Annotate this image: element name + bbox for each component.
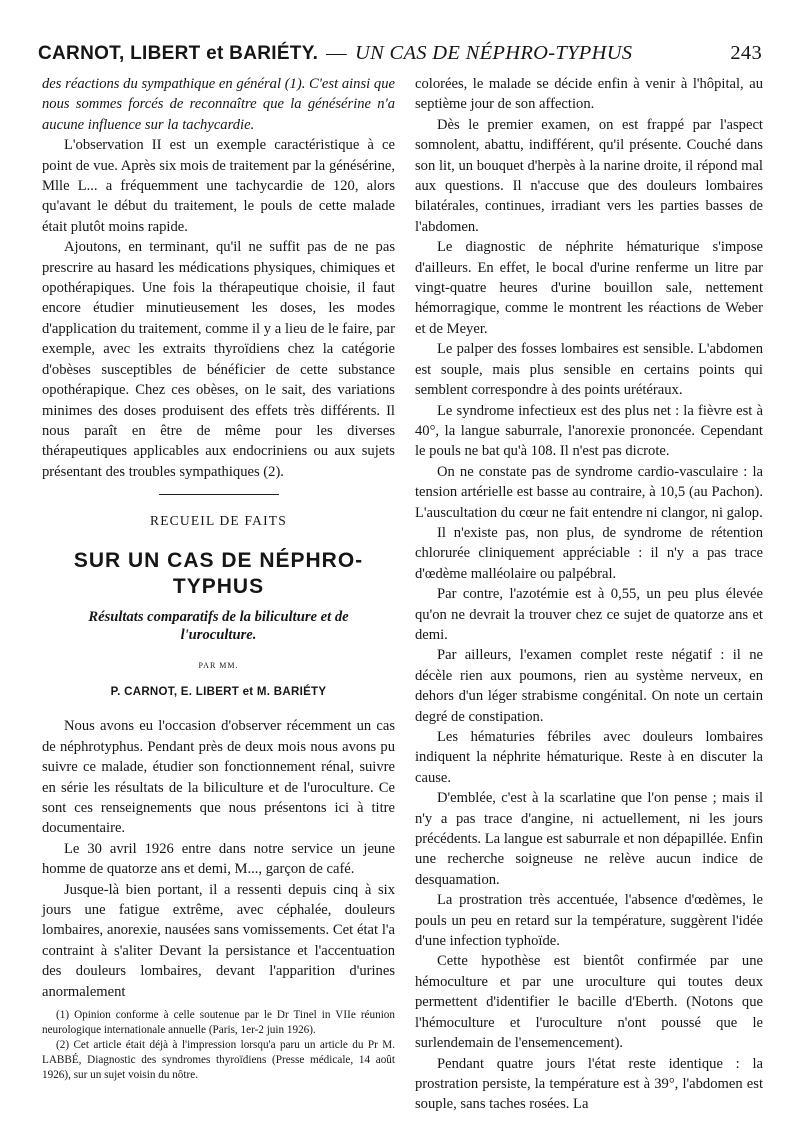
article-authors: P. CARNOT, E. LIBERT et M. BARIÉTY — [110, 685, 327, 698]
paragraph: La prostration très accentuée, l'absence d'œdèmes, le pouls un peu en retard sur la température, suggèrent l'idée d'une infection typhoïde. — [415, 892, 763, 950]
paragraph: Il n'existe pas, non plus, de syndrome de rétention chlorurée cliniquement appréciable : il n'y a pas trace d'œdème malléolaire ou palpébral. — [415, 524, 763, 582]
paragraph: Le 30 avril 1926 entre dans notre service un jeune homme de quatorze ans et demi, M..., garçon de café. — [42, 840, 395, 878]
paragraph: Par ailleurs, l'examen complet reste négatif : il ne décèle rien aux poumons, rien au système nerveux, en dehors d'un léger strabisme congénital. On note un certain degré de constipation. — [415, 647, 763, 725]
paragraph: Cette hypothèse est bientôt confirmée par une hémoculture et par une uroculture qui toutes deux permettent d'identifier le bacille d'Eberth. (Notons que l'hémoculture et l'uroculture n'ont poussé que le surlendemain de l'ensemencement). — [415, 953, 763, 1052]
paragraph: colorées, le malade se décide enfin à venir à l'hôpital, au septième jour de son affection. — [415, 76, 763, 113]
article-subtitle: Résultats comparatifs de la biliculture et de l'uroculture. — [88, 608, 349, 643]
paragraph: Jusque-là bien portant, il a ressenti depuis cinq à six jours une fatigue extrême, avec céphalée, douleurs lombaires, anorexie, nausées sans vomissements. Cet état l'a contraint à s'aliter Devant la persistance et l'accentuation des douleurs lombaires, devant l'apparition d'urines anormalement — [42, 881, 395, 1000]
section-separator — [159, 494, 279, 495]
section-label: RECUEIL DE FAITS — [150, 513, 287, 529]
paragraph: des réactions du sympathique en général (1). C'est ainsi que nous sommes forcés de reconnaître que la génésérine n'a aucune influence sur la tachycardie. — [42, 76, 395, 133]
paragraph: Par contre, l'azotémie est à 0,55, un peu plus élevée qu'on ne devrait la trouver chez ce sujet de quatorze ans et demi. — [415, 586, 763, 643]
paragraph: Le diagnostic de néphrite hématurique s'impose d'ailleurs. En effet, le bocal d'urine renferme un litre par vingt-quatre heures d'urine bouillon sale, nettement hémorragique, comme le montrent les réactions de Weber et de Meyer. — [415, 239, 763, 337]
page-number: 243 — [730, 42, 762, 64]
footnote: (2) Cet article était déjà à l'impression lorsqu'a paru un article du Pr M. LABBÉ, Diagnostic des syndromes thyroïdiens (Presse médicale, 14 août 1926), sur un sujet voisin du nôtre. — [42, 1039, 395, 1082]
left-column — [42, 74, 395, 1083]
running-head-dash: — — [326, 42, 347, 64]
paragraph: Ajoutons, en terminant, qu'il ne suffit pas de ne pas prescrire au hasard les médications physiques, chimiques et opothérapiques. Une fois la thérapeutique choisie, il faut encore étudier minutieusement les doses, les modes d'application du traitement, comme il y a lieu de le faire, par exemple, avec les extraits thyroïdiens chez la catégorie d'obèses susceptibles de bénéficier de cette substance opothérapique. Chez ces obèses, on le sait, des variations minimes des doses produisent des effets très différents. Il nous paraît en être de même pour les diverses thérapeutiques applicables aux endocriniens ou aux sujets présentant des troubles sympathiques (2). — [42, 239, 395, 480]
running-head — [38, 38, 762, 68]
footnote: (1) Opinion conforme à celle soutenue par le Dr Tinel in VIIe réunion neurologique internationale annuelle (Paris, 1er-2 juin 1926). — [42, 1009, 395, 1037]
running-head-title — [38, 38, 632, 69]
running-head-authors: CARNOT, LIBERT et BARIÉTY. — [38, 43, 319, 64]
byline-prefix: PAR MM. — [198, 660, 239, 670]
article-title-line: SUR UN CAS DE NÉPHRO- — [73, 548, 364, 572]
paragraph: Les hématuries fébriles avec douleurs lombaires indiquent la néphrite hématurique. Reste à en discuter la cause. — [415, 729, 763, 786]
paragraph: D'emblée, c'est à la scarlatine que l'on pense ; mais il n'y a pas trace d'angine, ni actuellement, ni les jours précédents. La langue est saburrale et non dépapillée. Enfin une recherche soigneuse ne relève aucun indice de desquamation. — [415, 790, 763, 888]
paragraph: Dès le premier examen, on est frappé par l'aspect somnolent, abattu, indifférent, qu'il présente. Couché dans son lit, un bouquet d'herpès à la narine droite, il répond mal aux questions. Il n'accuse que des douleurs lombaires bilatérales, continues, irradiant vers les parties basses de l'abdomen. — [415, 116, 763, 235]
paragraph: Pendant quatre jours l'état reste identique : la prostration persiste, la température est à 39°, l'abdomen est souple, sans taches rosées. La — [415, 1055, 763, 1113]
paragraph: On ne constate pas de syndrome cardio-vasculaire : la tension artérielle est basse au contraire, à 10,5 (au Pachon). L'auscultation du cœur ne fait entendre ni clangor, ni galop. — [415, 463, 763, 521]
article-title-line: TYPHUS — [172, 574, 265, 598]
footnotes — [42, 1008, 395, 1083]
paragraph: Le syndrome infectieux est des plus net : la fièvre est à 40°, la langue saburrale, l'anorexie prononcée. Cependant le pouls ne bat qu'à 108. Il n'est pas dicrote. — [415, 402, 763, 460]
paragraph: Le palper des fosses lombaires est sensible. L'abdomen est souple, mais plus sensible en certains points qui semblent correspondre à des points urétéraux. — [415, 341, 763, 399]
paragraph: Nous avons eu l'occasion d'observer récemment un cas de néphrotyphus. Pendant près de deux mois nous avons pu suivre ce malade, étudier son fonctionnement rénal, suivre en série les résultats de la biliculture et de l'uroculture. Ce sont ces renseignements que nous présentons ici à titre documentaire. — [42, 718, 395, 837]
article-title — [42, 548, 395, 600]
running-head-article: UN CAS DE NÉPHRO-TYPHUS — [354, 42, 633, 64]
paragraph: L'observation II est un exemple caractéristique à ce point de vue. Après six mois de traitement par la génésérine, Mlle L... a fréquemment une tachycardie de 120, alors qu'avant le début du traitement, le pouls de cette malade était plutôt moins rapide. — [42, 137, 395, 235]
right-column — [415, 74, 763, 1115]
